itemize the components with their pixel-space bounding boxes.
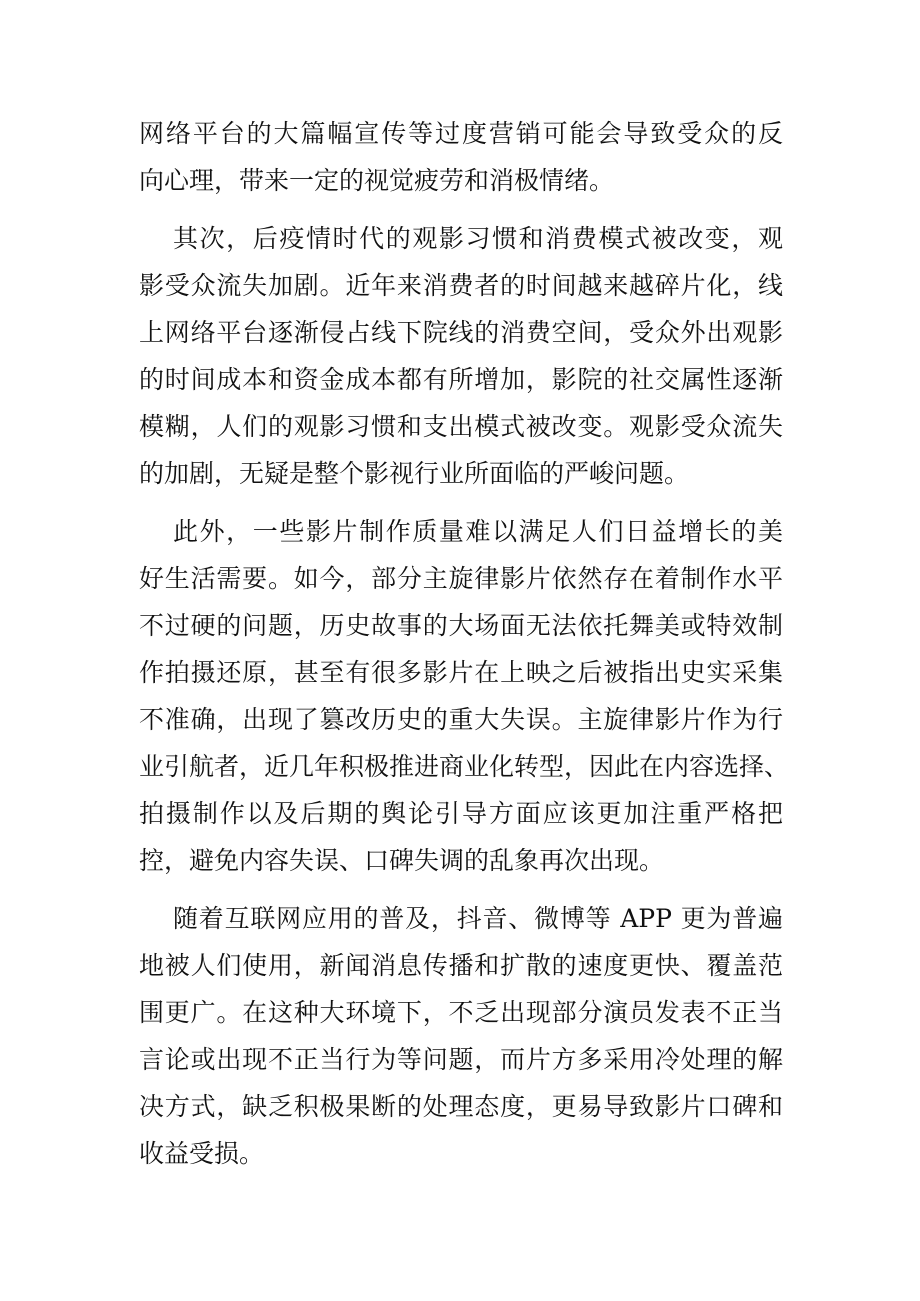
text-line: 言论或出现不正当行为等问题，而片方多采用冷处理的解 <box>139 1045 783 1074</box>
text-line: 收益受损。 <box>139 1139 265 1168</box>
text-line: 的时间成本和资金成本都有所增加，影院的社交属性逐渐 <box>139 365 783 394</box>
paragraph-1 <box>139 110 783 204</box>
paragraph-4 <box>139 895 783 1177</box>
text-line: 围更广。在这种大环境下，不乏出现部分演员发表不正当 <box>139 998 783 1027</box>
text-line: 作拍摄还原，甚至有很多影片在上映之后被指出史实采集 <box>139 658 783 687</box>
text-line: 网络平台的大篇幅宣传等过度营销可能会导致受众的反 <box>139 119 783 148</box>
text-line: 决方式，缺乏积极果断的处理态度，更易导致影片口碑和 <box>139 1092 783 1121</box>
text-line: 此外，一些影片制作质量难以满足人们日益增长的美 <box>173 517 783 546</box>
text-line: 地被人们使用，新闻消息传播和扩散的速度更快、覆盖范 <box>139 951 783 980</box>
text-line: 拍摄制作以及后期的舆论引导方面应该更加注重严格把 <box>139 799 783 828</box>
text-line: 好生活需要。如今，部分主旋律影片依然存在着制作水平 <box>139 564 783 593</box>
text-line: 模糊，人们的观影习惯和支出模式被改变。观影受众流失 <box>139 412 783 441</box>
paragraph-3 <box>139 508 790 884</box>
text-line: 的加剧，无疑是整个影视行业所面临的严峻问题。 <box>139 459 690 488</box>
text-line: 业引航者，近几年积极推进商业化转型，因此在内容选择、 <box>139 752 790 781</box>
text-line: 随着互联网应用的普及，抖音、微博等 APP 更为普遍 <box>173 904 783 933</box>
text-line: 其次，后疫情时代的观影习惯和消费模式被改变，观 <box>173 224 783 253</box>
text-line: 不准确，出现了篡改历史的重大失误。主旋律影片作为行 <box>139 705 783 734</box>
text-line: 上网络平台逐渐侵占线下院线的消费空间，受众外出观影 <box>139 318 783 347</box>
text-line: 影受众流失加剧。近年来消费者的时间越来越碎片化，线 <box>139 271 783 300</box>
text-line: 控，避免内容失误、口碑失调的乱象再次出现。 <box>139 846 665 875</box>
text-line: 不过硬的问题，历史故事的大场面无法依托舞美或特效制 <box>139 611 783 640</box>
document-page <box>139 110 790 1188</box>
paragraph-2 <box>139 215 783 497</box>
text-line: 向心理，带来一定的视觉疲劳和消极情绪。 <box>139 166 615 195</box>
